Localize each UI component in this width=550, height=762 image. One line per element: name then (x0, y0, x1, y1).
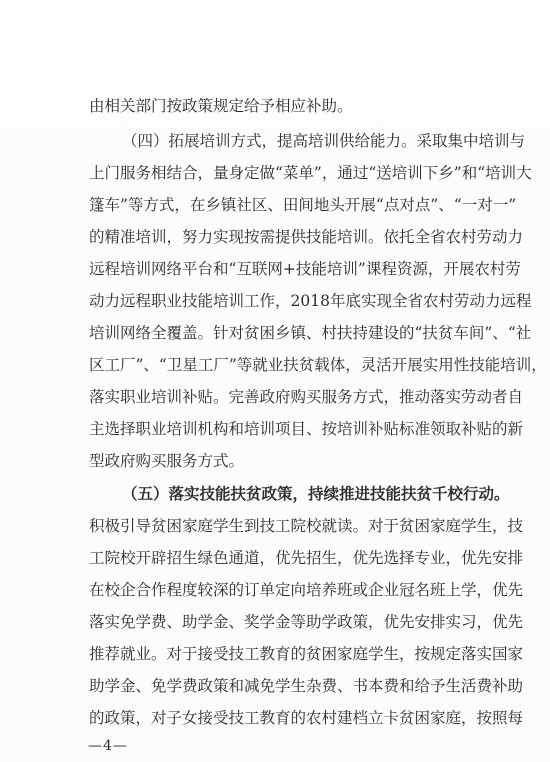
section-4-text-line: 的精准培训，努力实现按需提供技能培训。依托全省农村劳动力 (89, 228, 524, 246)
continuation-line: 由相关部门按政策规定给予相应补助。 (89, 97, 353, 115)
page-number: —4— (88, 738, 128, 754)
section-5-text-line: 积极引导贫困家庭学生到技工院校就读。对于贫困家庭学生，技 (89, 517, 524, 535)
section-4-text-line: 区工厂”、“卫星工厂”等就业扶贫载体，灵活开展实用性技能培训， (89, 356, 547, 374)
section-5-text-line: 的政策，对子女接受技工教育的农村建档立卡贫困家庭，按照每 (89, 709, 524, 727)
section-5-text-line: 工院校开辟招生绿色通道，优先招生，优先选择专业，优先安排 (89, 549, 524, 567)
section-5-text-line: 落实免学费、助学金、奖学金等助学政策，优先安排实习，优先 (89, 613, 524, 631)
section-4-text-line: 型政府购买服务方式。 (89, 452, 245, 470)
section-4-text-line: 培训网络全覆盖。针对贫困乡镇、村扶持建设的“扶贫车间”、“社 (89, 324, 532, 342)
section-4-text-line: 主选择职业培训机构和培训项目、按培训补贴标准领取补贴的新 (89, 420, 524, 438)
section-4-text-line: 篷车”等方式，在乡镇社区、田间地头开展“点对点”、“一对一” (89, 196, 517, 214)
section-4-text-line: 动力远程职业技能培训工作，2018年底实现全省农村劳动力远程 (89, 292, 532, 310)
section-4-text-line: 上门服务相结合，量身定做“菜单”，通过“送培训下乡”和“培训大 (89, 164, 532, 182)
section-4-text-line: 远程培训网络平台和“互联网+技能培训”课程资源，开展农村劳 (89, 260, 521, 278)
section-5-heading: （五）落实技能扶贫政策，持续推进技能扶贫千校行动。 (122, 484, 510, 503)
section-5-text-line: 在校企合作程度较深的订单定向培养班或企业冠名班上学，优先 (89, 581, 524, 599)
section-4-text-line: 落实职业培训补贴。完善政府购买服务方式，推动落实劳动者自 (89, 388, 524, 406)
section-4-heading-line: （四）拓展培训方式，提高培训供给能力。采取集中培训与 (122, 132, 526, 150)
section-5-text-line: 助学金、免学费政策和减免学生杂费、书本费和给予生活费补助 (89, 677, 524, 695)
section-5-text-line: 推荐就业。对于接受技工教育的贫困家庭学生，按规定落实国家 (89, 645, 524, 663)
